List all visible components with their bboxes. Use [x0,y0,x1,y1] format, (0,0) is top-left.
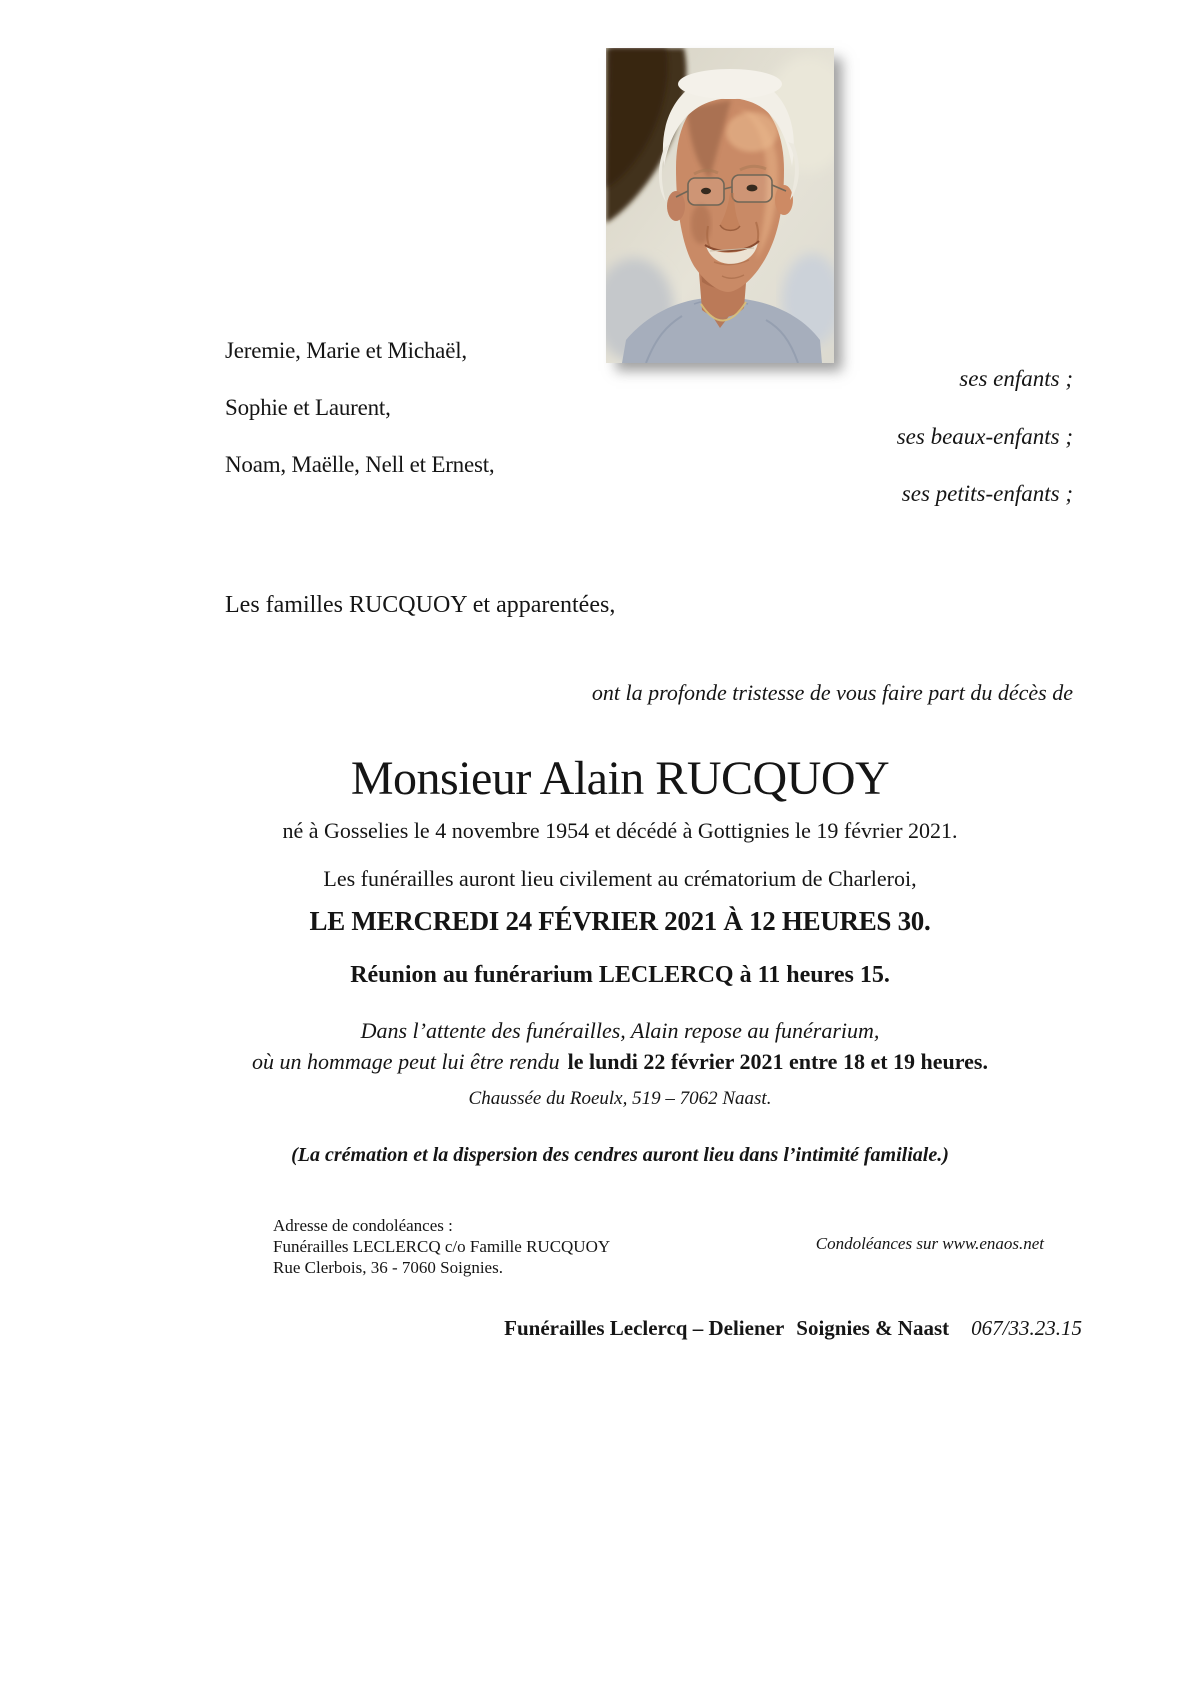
condolences-heading: Adresse de condoléances : [273,1216,453,1235]
condolences-block [273,1215,610,1278]
family-names-grandchildren: Noam, Maëlle, Nell et Ernest, [225,452,495,477]
portrait-photo-graphic [606,48,834,363]
footer-phone: 067/33.23.15 [971,1316,1082,1340]
repose-line: Dans l’attente des funérailles, Alain repose au funérarium, [360,1018,880,1043]
relation-children: ses enfants ; [959,366,1073,391]
funeral-location-line: Les funérailles auront lieu civilement au crématorium de Charleroi, [323,866,917,891]
funeral-home-footer [504,1316,1082,1341]
cremation-note: (La crémation et la dispersion des cendres auront lieu dans l’intimité familiale.) [291,1144,949,1166]
funeral-datetime-line: LE MERCREDI 24 FÉVRIER 2021 À 12 HEURES 30. [309,906,931,936]
footer-cities: Soignies & Naast [796,1316,950,1340]
family-names-step-children: Sophie et Laurent, [225,395,391,420]
deceased-name: Monsieur Alain RUCQUOY [350,752,890,805]
announcement-intro: ont la profonde tristesse de vous faire part du décès de [591,680,1073,705]
birth-death-line: né à Gosselies le 4 novembre 1954 et décédé à Gottignies le 19 février 2021. [282,818,958,843]
meeting-line: Réunion au funérarium LECLERCQ à 11 heures 15. [350,962,890,988]
homage-line-italic: où un hommage peut lui être rendu [252,1049,560,1074]
funerarium-address-line: Chaussée du Roeulx, 519 – 7062 Naast. [468,1088,772,1109]
family-names-children: Jeremie, Marie et Michaël, [225,338,467,363]
families-line: Les familles RUCQUOY et apparentées, [225,592,616,618]
online-condolences-line: Condoléances sur www.enaos.net [815,1234,1044,1253]
portrait-photo [606,48,834,363]
homage-line [46,1049,1194,1075]
footer-company: Funérailles Leclercq – Deliener [504,1316,785,1340]
condolences-line1: Funérailles LECLERCQ c/o Famille RUCQUOY [273,1237,611,1256]
condolences-line2: Rue Clerbois, 36 - 7060 Soignies. [273,1258,503,1277]
relation-grandchildren: ses petits-enfants ; [901,481,1073,506]
relation-step-children: ses beaux-enfants ; [896,424,1073,449]
homage-line-bold: le lundi 22 février 2021 entre 18 et 19 heures. [567,1049,988,1074]
